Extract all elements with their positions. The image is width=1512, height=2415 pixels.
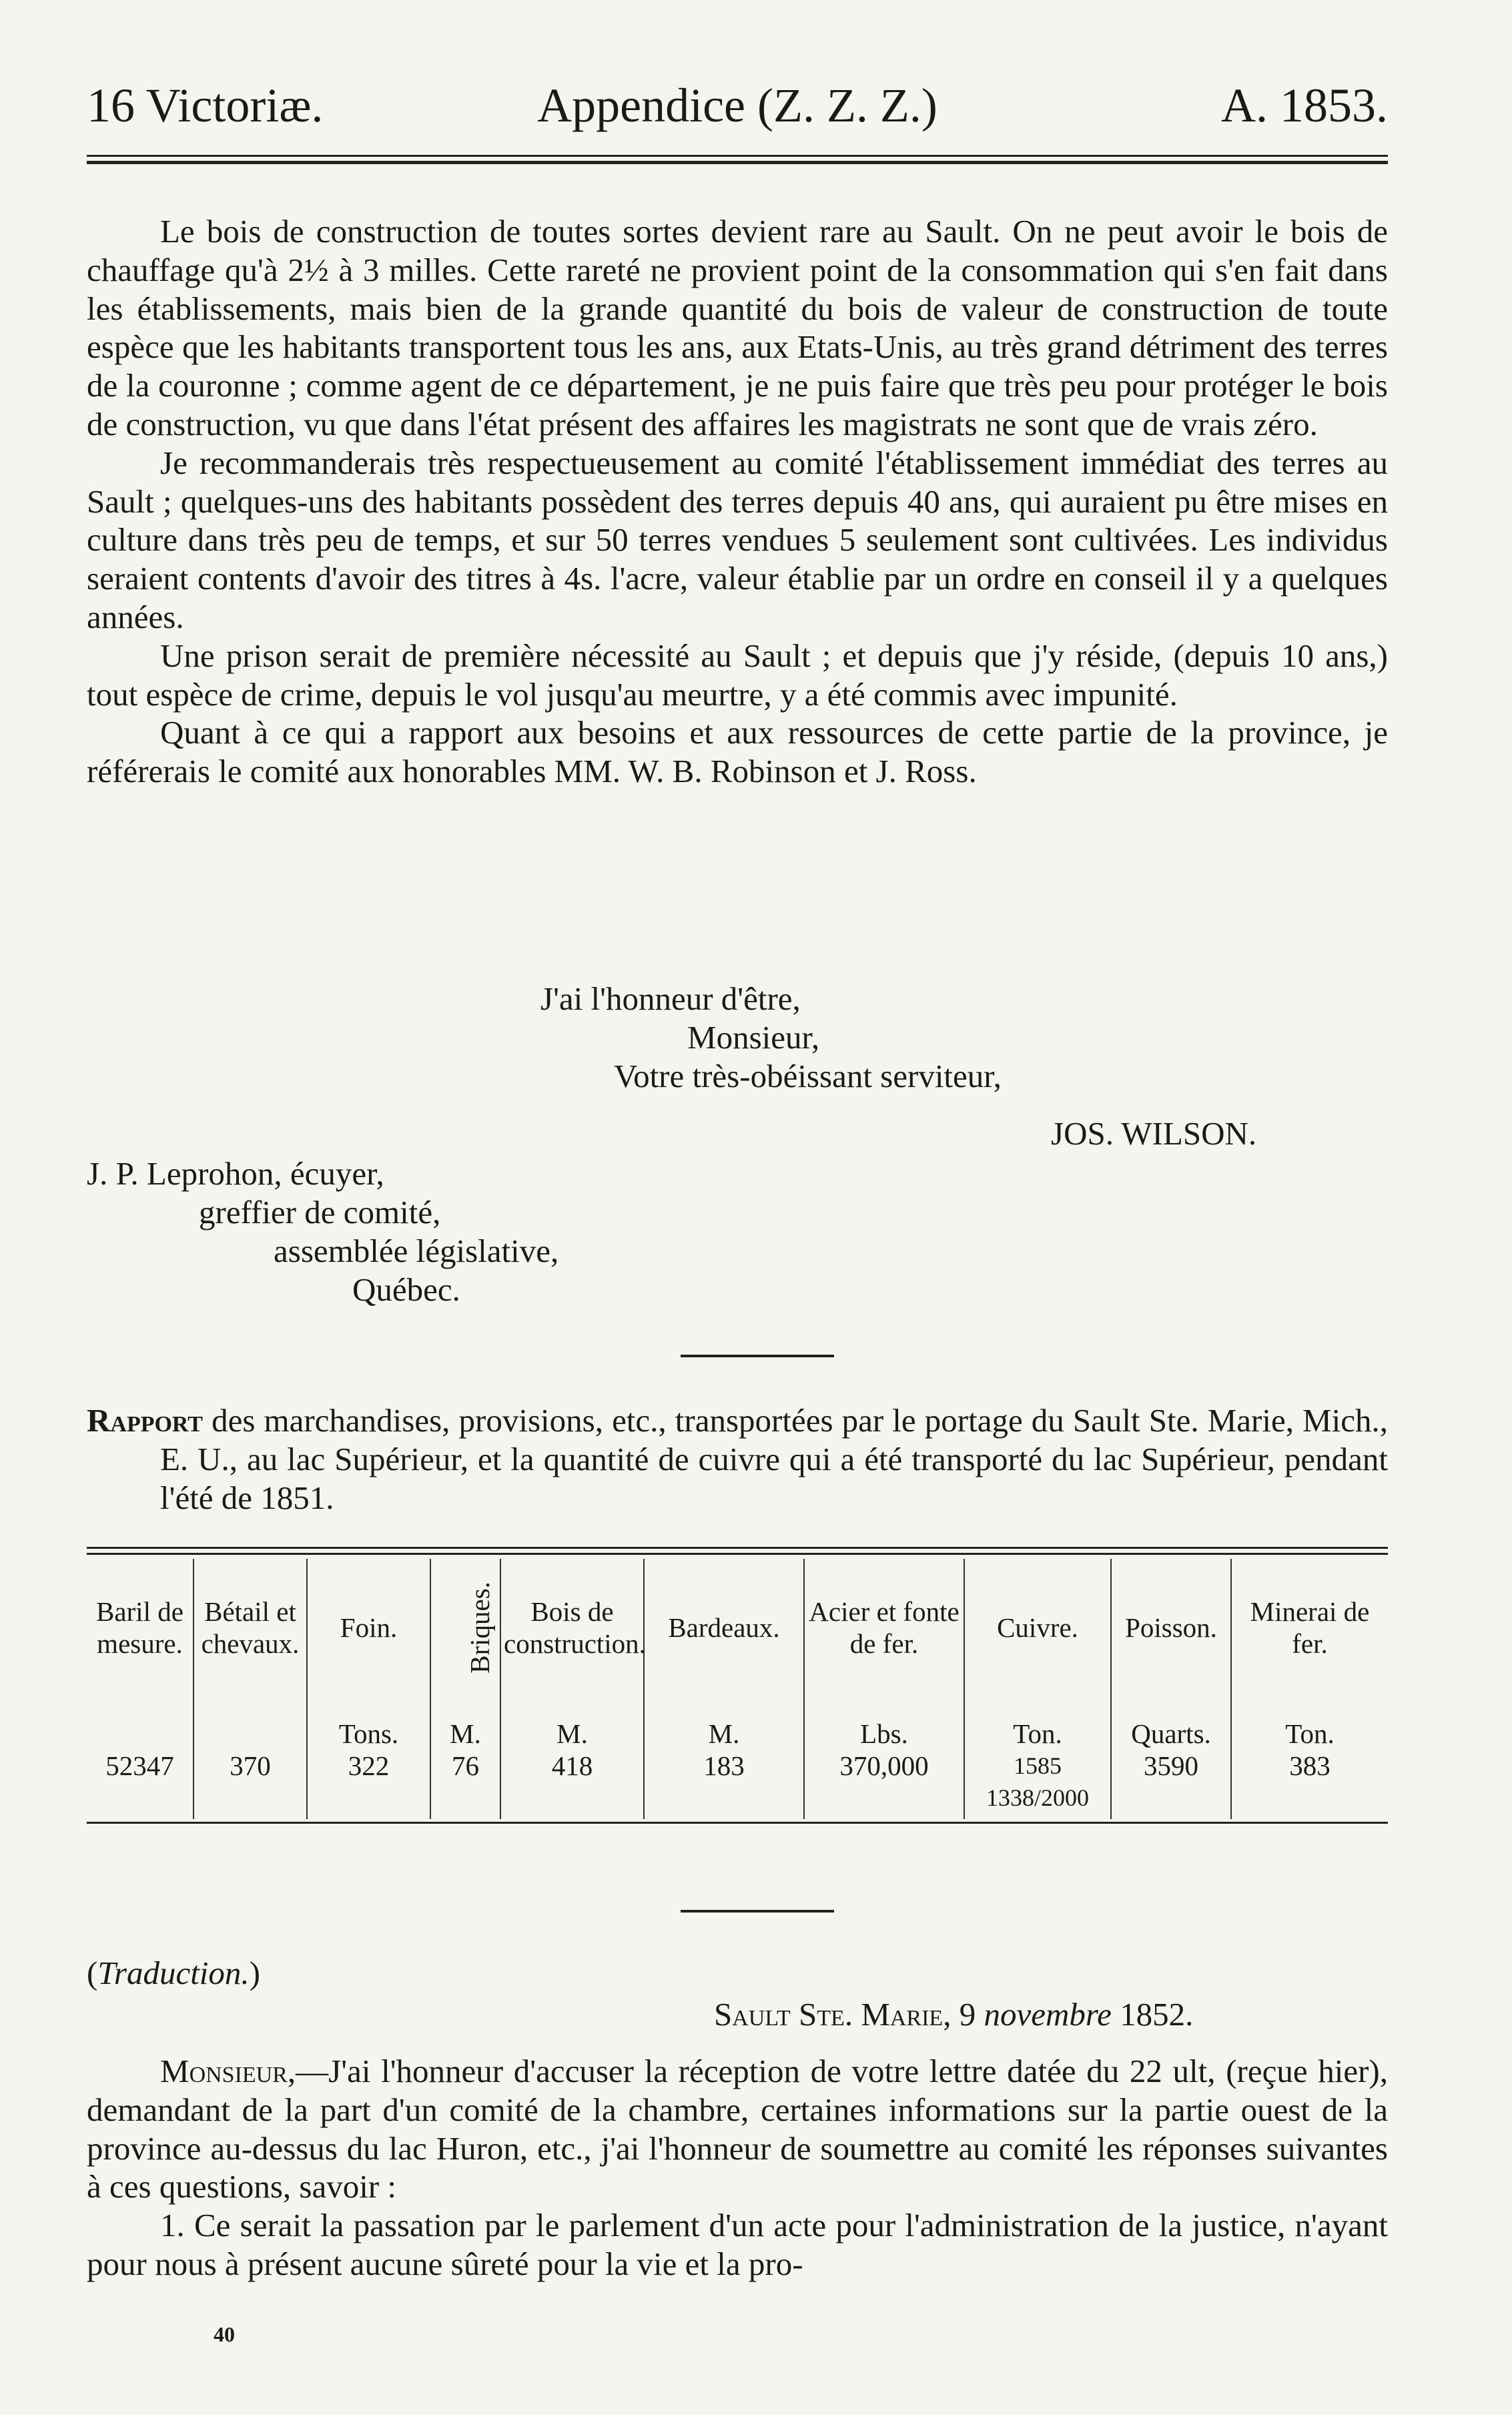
- unit-cell: [194, 1696, 307, 1750]
- report-text: des marchandises, provisions, etc., transportées par le portage du Sault Ste. Marie, Mich., E. U., au lac Supérieur, et la quantité de cuivre qui a été transporté du lac Supérieur, pendant l'été de 1851.: [160, 1402, 1388, 1516]
- dateline-month: novembre: [984, 1996, 1112, 2033]
- header-rule: [87, 155, 1388, 164]
- table-header-row: [87, 1559, 1388, 1696]
- signature: JOS. WILSON.: [1051, 1115, 1257, 1152]
- col-header-minerai: Minerai de fer.: [1231, 1559, 1388, 1696]
- addressee-line-4: Québec.: [352, 1271, 460, 1308]
- translation-paragraph-1: [87, 2052, 1388, 2206]
- letter-paragraph-1: Le bois de construction de toutes sortes devient rare au Sault. On ne peut avoir le bois de chauffage qu'à 2½ à 3 milles. Cette rareté ne provient point de la consommation qui s'en fait dans les établissements, mais bien de la grande quantité du bois de valeur de construction de toute espèce que les habitants transportent tous les ans, aux Etats-Unis, au très grand détriment des terres de la couronne ; comme agent de ce département, je ne puis faire que très peu pour protéger le bois de construction, vu que dans l'état présent des affaires les magistrats ne sont que de vrais zéro.: [87, 213, 1388, 442]
- unit-cell: [87, 1696, 194, 1750]
- translation-paragraph-1-text: —J'ai l'honneur d'accuser la réception de votre lettre datée du 22 ult, (reçue hier), demandant de la part d'un comité de la chambre, certaines informations sur la partie ouest de la province au-dessus du lac Huron, etc., j'ai l'honneur de soumettre au comité les réponses suivantes à ces questions, savoir :: [87, 2053, 1388, 2205]
- col-header-poisson: Poisson.: [1111, 1559, 1231, 1696]
- unit-cell: M.: [644, 1696, 804, 1750]
- translation-label-text: Traduction.: [97, 1955, 250, 1991]
- addressee-line-2: greffier de comité,: [199, 1194, 441, 1231]
- page-number: 40: [214, 2322, 235, 2346]
- addressee-line-1: J. P. Leprohon, écuyer,: [87, 1155, 384, 1192]
- translation-label: (Traduction.): [87, 1955, 260, 1991]
- value-cell: 52347: [105, 1750, 174, 1781]
- report-table: [87, 1559, 1388, 1819]
- table-units-row: [87, 1696, 1388, 1750]
- letter-body: [87, 212, 1388, 791]
- table-rule-top: [87, 1547, 1388, 1555]
- col-header-bardeaux: Bardeaux.: [644, 1559, 804, 1696]
- col-header-briques-text: Briques.: [464, 1582, 495, 1674]
- page-header: [87, 72, 1388, 139]
- dateline-year: 1852.: [1120, 1996, 1194, 2033]
- value-cell: 418: [500, 1750, 644, 1819]
- report-lead: Rapport: [87, 1402, 203, 1439]
- col-header-acier: Acier et fonte de fer.: [804, 1559, 964, 1696]
- unit-cell: M.: [430, 1696, 500, 1750]
- value-cell: 383: [1231, 1750, 1388, 1819]
- report-caption: [87, 1401, 1388, 1517]
- section-divider-1: [681, 1355, 834, 1357]
- translation-body: [87, 2052, 1388, 2284]
- section-divider-2: [681, 1910, 834, 1913]
- unit-cell: Quarts.: [1111, 1696, 1231, 1750]
- dateline-place: Sault Ste. Marie, 9: [714, 1996, 976, 2033]
- closing-line-1: J'ai l'honneur d'être,: [540, 980, 801, 1017]
- header-appendix: Appendice (Z. Z. Z.): [537, 79, 937, 132]
- letter-paragraph-2: Je recommanderais très respectueusement au comité l'établissement immédiat des terres au Sault ; quelques-uns des habitants possèdent des terres depuis 40 ans, qui auraient pu être mises en culture dans très peu de temps, et sur 50 terres vendues 5 seulement sont cultivées. Les individus seraient contents d'avoir des titres à 4s. l'acre, valeur établie par un ordre en conseil il y a quelques années.: [87, 444, 1388, 635]
- letter-paragraph-4: Quant à ce qui a rapport aux besoins et aux ressources de cette partie de la province, je référerais le comité aux honorables MM. W. B. Robinson et J. Ross.: [87, 714, 1388, 790]
- col-header-betail: Bétail et chevaux.: [194, 1559, 307, 1696]
- col-header-cuivre: Cuivre.: [964, 1559, 1111, 1696]
- unit-cell: Lbs.: [804, 1696, 964, 1750]
- unit-cell: Ton.: [1231, 1696, 1388, 1750]
- unit-cell: Ton.: [964, 1696, 1111, 1750]
- table-values-row: [87, 1750, 1388, 1819]
- col-header-baril: Baril de mesure.: [96, 1596, 183, 1659]
- table-rule-bottom: [87, 1822, 1388, 1824]
- col-header-foin: Foin.: [307, 1559, 430, 1696]
- value-cell: 370,000: [804, 1750, 964, 1819]
- col-header-bois: Bois de construction.: [500, 1559, 644, 1696]
- letter-paragraph-3: Une prison serait de première nécessité au Sault ; et depuis que j'y réside, (depuis 10 ans,) tout espèce de crime, depuis le vol jusqu'au meurtre, y a été commis avec impunité.: [87, 637, 1388, 713]
- salutation: Monsieur,: [160, 2053, 296, 2089]
- closing-line-3: Votre très-obéissant serviteur,: [614, 1058, 1002, 1094]
- addressee-line-3: assemblée législative,: [274, 1233, 559, 1269]
- value-cell: 370: [194, 1750, 307, 1819]
- value-cell: 322: [307, 1750, 430, 1819]
- header-session: 16 Victoriæ.: [87, 79, 324, 132]
- col-header-briques: [430, 1559, 500, 1696]
- value-cell: 183: [644, 1750, 804, 1819]
- unit-cell: Tons.: [307, 1696, 430, 1750]
- dateline: [714, 1995, 1193, 2034]
- unit-cell: M.: [500, 1696, 644, 1750]
- value-cell: 76: [430, 1750, 500, 1819]
- header-year: A. 1853.: [1221, 79, 1388, 132]
- value-cell: 3590: [1111, 1750, 1231, 1819]
- value-cell: 1585 1338/2000: [964, 1750, 1111, 1819]
- closing-line-2: Monsieur,: [687, 1019, 820, 1056]
- translation-paragraph-2: 1. Ce serait la passation par le parlement d'un acte pour l'administration de la justice, n'ayant pour nous à présent aucune sûreté pour la vie et la pro-: [87, 2207, 1388, 2282]
